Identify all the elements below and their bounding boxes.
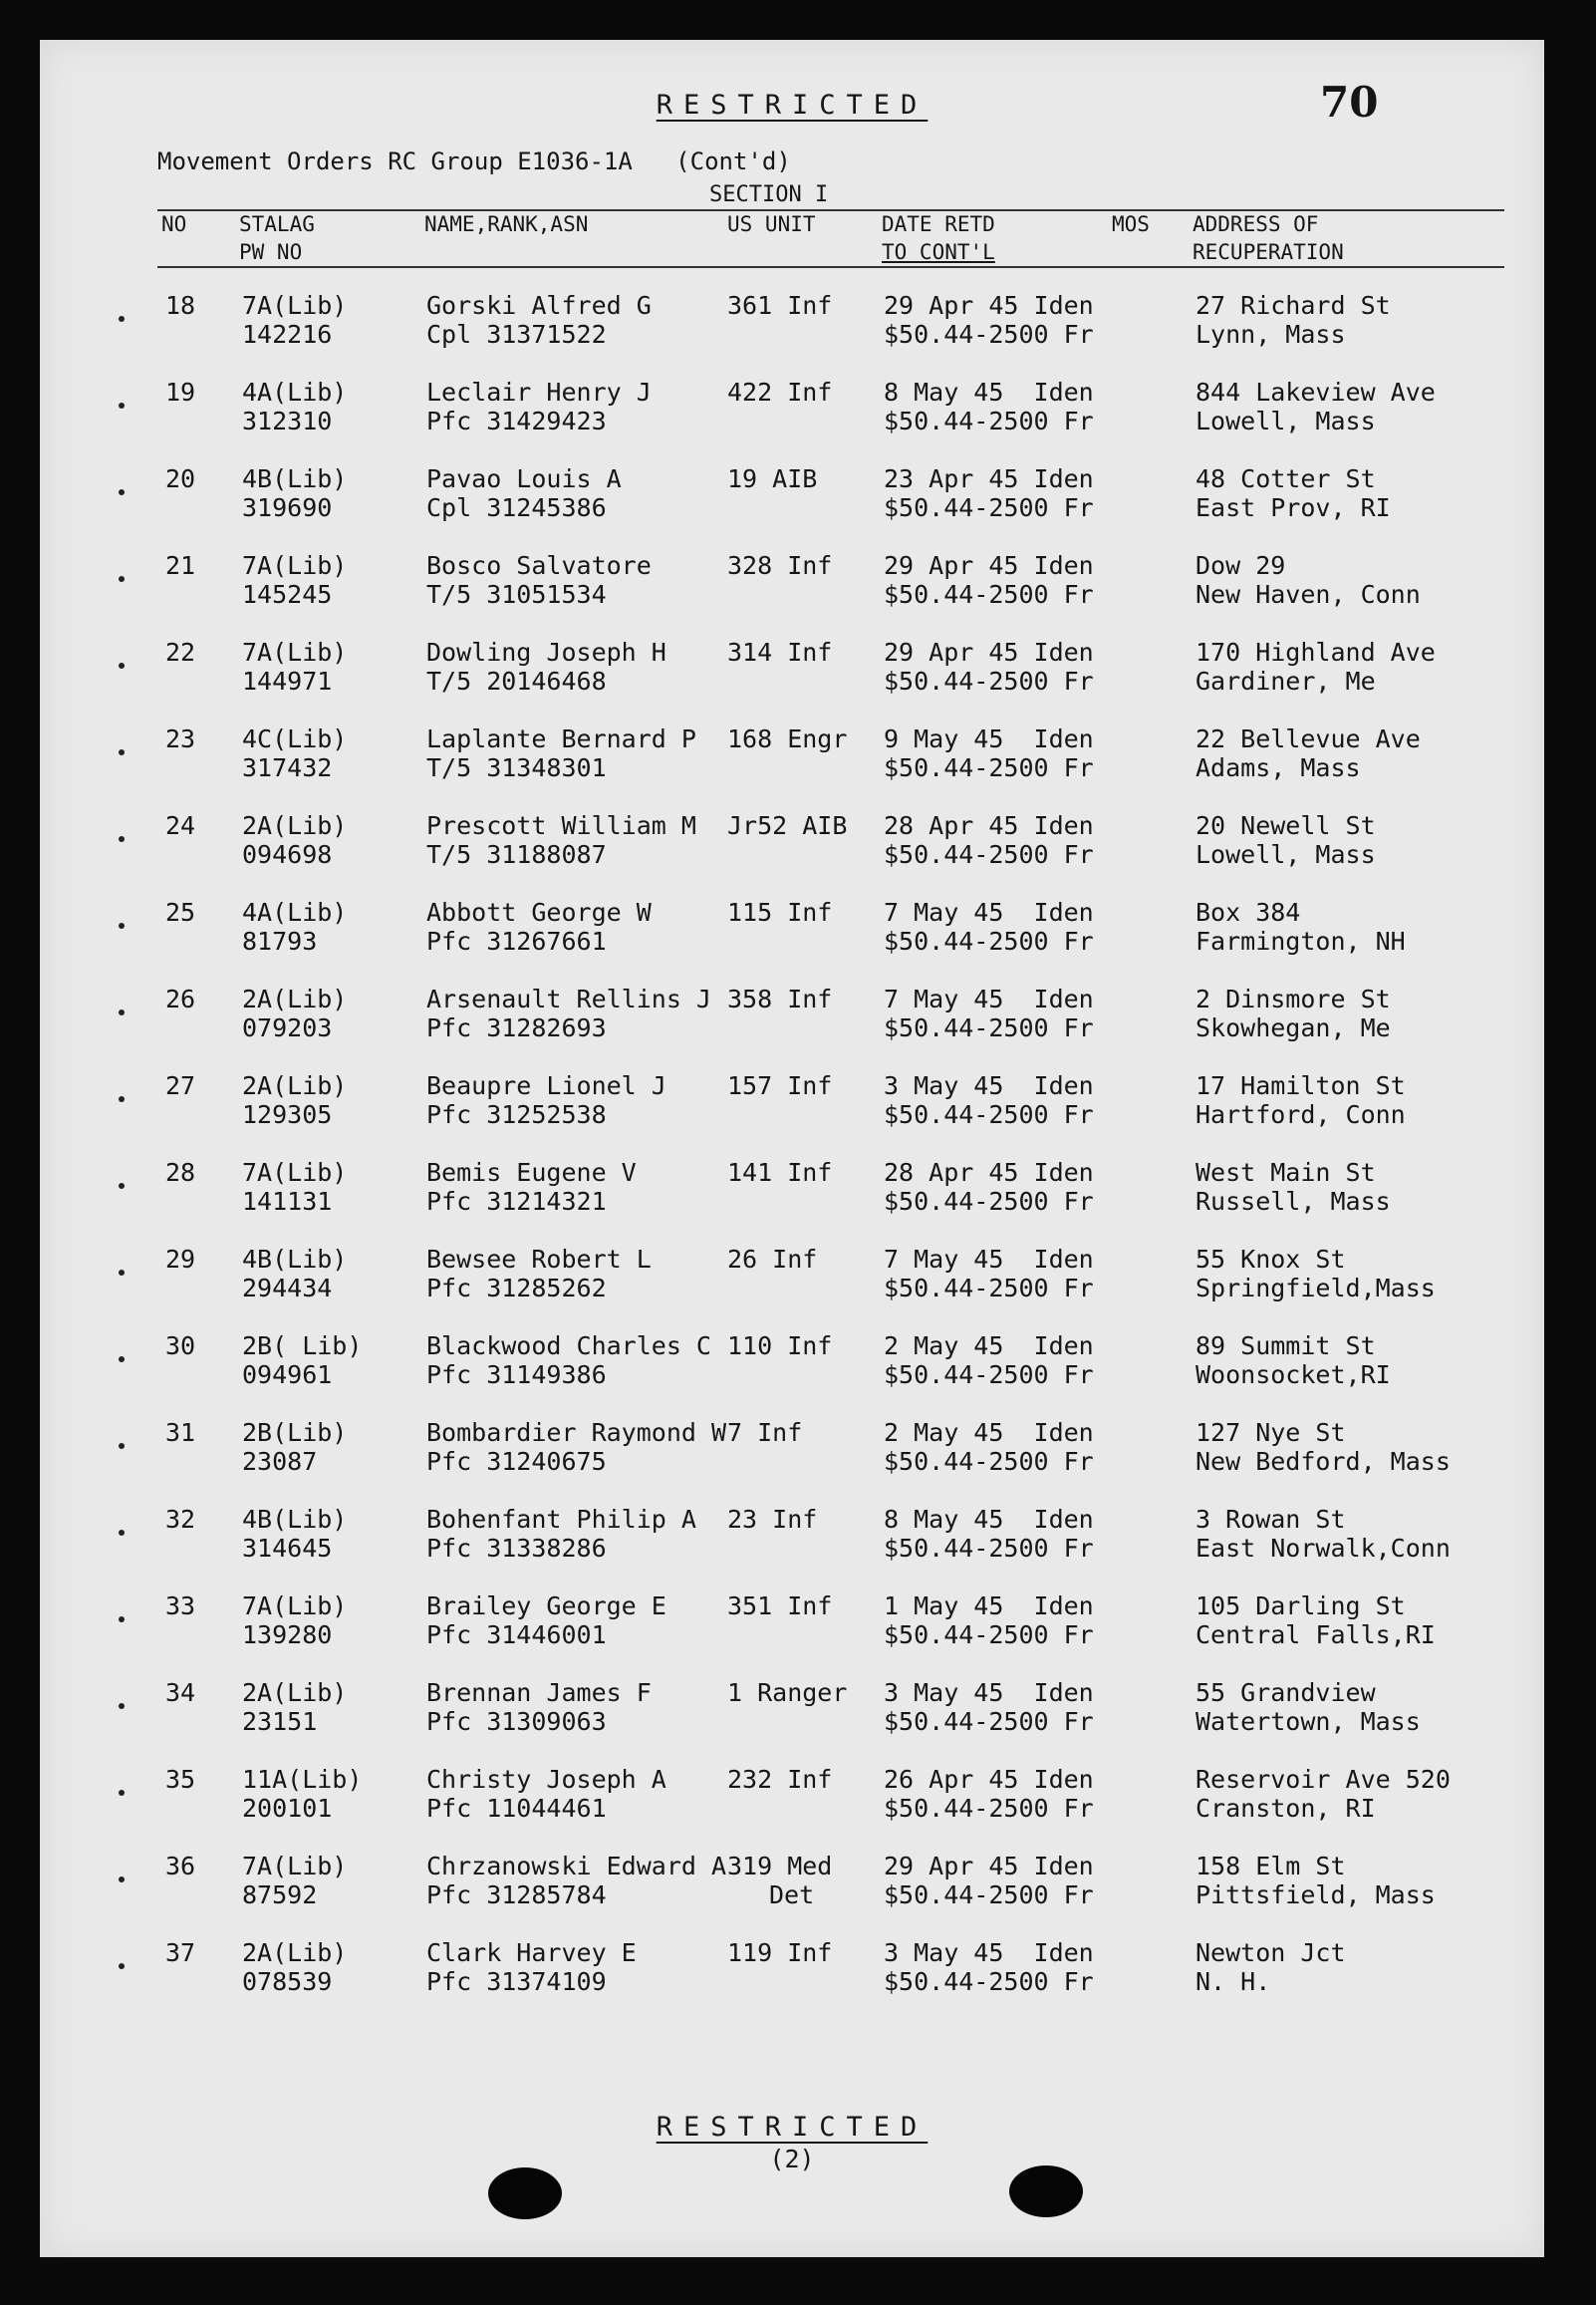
section-label: SECTION I — [709, 182, 829, 207]
date-returned-line-2: $50.44-2500 Fr — [884, 320, 1094, 349]
date-returned-line-2: $50.44-2500 Fr — [884, 667, 1094, 696]
table-row — [40, 985, 1544, 1071]
margin-mark — [119, 1096, 125, 1102]
us-unit: Jr52 AIB — [727, 811, 848, 840]
row-number: 26 — [165, 985, 196, 1013]
date-returned-line-2: $50.44-2500 Fr — [884, 1534, 1094, 1563]
page-number: 70 — [1320, 78, 1379, 127]
stalag-pw-no-line-2: 200101 — [242, 1794, 333, 1823]
stalag-pw-no: 7A(Lib) — [242, 291, 348, 320]
name-rank-asn: Bombardier Raymond W — [426, 1418, 727, 1447]
stalag-pw-no-line-2: 294434 — [242, 1274, 333, 1302]
name-rank-asn: Brennan James F — [426, 1678, 652, 1707]
margin-mark — [119, 1443, 125, 1449]
name-rank-asn: Clark Harvey E — [426, 1938, 637, 1967]
table-row — [40, 1591, 1544, 1678]
row-number: 28 — [165, 1158, 196, 1187]
recuperation-address-line-2: New Haven, Conn — [1196, 580, 1421, 609]
table-row — [40, 1938, 1544, 2025]
date-returned-line-2: $50.44-2500 Fr — [884, 1447, 1094, 1476]
margin-mark — [119, 1183, 125, 1189]
stalag-pw-no: 2A(Lib) — [242, 985, 348, 1013]
recuperation-address-line-2: Lowell, Mass — [1196, 840, 1376, 869]
margin-mark — [119, 836, 125, 842]
row-number: 34 — [165, 1678, 196, 1707]
us-unit: 119 Inf — [727, 1938, 833, 1967]
recuperation-address-line-2: East Prov, RI — [1196, 493, 1391, 522]
name-rank-asn-line-2: T/5 31348301 — [426, 753, 607, 782]
date-returned-line-2: $50.44-2500 Fr — [884, 407, 1094, 435]
us-unit: 422 Inf — [727, 378, 833, 407]
recuperation-address-line-2: Lynn, Mass — [1196, 320, 1346, 349]
date-returned-line-2: $50.44-2500 Fr — [884, 1100, 1094, 1129]
us-unit: 1 Ranger — [727, 1678, 848, 1707]
stalag-pw-no-line-2: 079203 — [242, 1013, 333, 1042]
recuperation-address-line-2: Springfield,Mass — [1196, 1274, 1436, 1302]
recuperation-address-line-2: Central Falls,RI — [1196, 1620, 1436, 1649]
table-row — [40, 1158, 1544, 1245]
row-number: 24 — [165, 811, 196, 840]
name-rank-asn-line-2: Cpl 31371522 — [426, 320, 607, 349]
table-row — [40, 898, 1544, 985]
date-returned-line-2: $50.44-2500 Fr — [884, 1274, 1094, 1302]
stalag-pw-no: 7A(Lib) — [242, 1158, 348, 1187]
us-unit: 110 Inf — [727, 1331, 833, 1360]
name-rank-asn: Laplante Bernard P — [426, 724, 696, 753]
stalag-pw-no-line-2: 319690 — [242, 493, 333, 522]
recuperation-address-line-2: N. H. — [1196, 1967, 1271, 1996]
recuperation-address: 127 Nye St — [1196, 1418, 1346, 1447]
row-number: 22 — [165, 638, 196, 667]
us-unit: 19 AIB — [727, 464, 818, 493]
table-row — [40, 378, 1544, 464]
margin-mark — [119, 1270, 125, 1276]
us-unit: 319 Med — [727, 1852, 833, 1880]
stalag-pw-no: 7A(Lib) — [242, 1591, 348, 1620]
stalag-pw-no-line-2: 129305 — [242, 1100, 333, 1129]
row-number: 29 — [165, 1245, 196, 1274]
recuperation-address: 844 Lakeview Ave — [1196, 378, 1436, 407]
stalag-pw-no-line-2: 144971 — [242, 667, 333, 696]
us-unit: 232 Inf — [727, 1765, 833, 1794]
row-number: 36 — [165, 1852, 196, 1880]
stalag-pw-no: 4B(Lib) — [242, 1245, 348, 1274]
name-rank-asn: Prescott William M — [426, 811, 696, 840]
table-row — [40, 1505, 1544, 1591]
date-returned: 26 Apr 45 Iden — [884, 1765, 1094, 1794]
stalag-pw-no-line-2: 141131 — [242, 1187, 333, 1216]
date-returned: 29 Apr 45 Iden — [884, 291, 1094, 320]
date-returned-line-2: $50.44-2500 Fr — [884, 1013, 1094, 1042]
stalag-pw-no-line-2: 81793 — [242, 927, 318, 956]
row-number: 37 — [165, 1938, 196, 1967]
recuperation-address-line-2: Cranston, RI — [1196, 1794, 1376, 1823]
row-number: 18 — [165, 291, 196, 320]
date-returned-line-2: $50.44-2500 Fr — [884, 1620, 1094, 1649]
binder-hole-right — [1009, 2165, 1083, 2217]
row-number: 31 — [165, 1418, 196, 1447]
name-rank-asn: Dowling Joseph H — [426, 638, 666, 667]
row-number: 30 — [165, 1331, 196, 1360]
margin-mark — [119, 1876, 125, 1882]
name-rank-asn-line-2: Pfc 31446001 — [426, 1620, 607, 1649]
row-number: 23 — [165, 724, 196, 753]
stalag-pw-no: 7A(Lib) — [242, 551, 348, 580]
name-rank-asn: Brailey George E — [426, 1591, 666, 1620]
stalag-pw-no: 2A(Lib) — [242, 811, 348, 840]
recuperation-address: 89 Summit St — [1196, 1331, 1376, 1360]
stalag-pw-no-line-2: 87592 — [242, 1880, 318, 1909]
recuperation-address-line-2: Farmington, NH — [1196, 927, 1406, 956]
stalag-pw-no: 4A(Lib) — [242, 898, 348, 927]
name-rank-asn-line-2: Pfc 31214321 — [426, 1187, 607, 1216]
name-rank-asn: Beaupre Lionel J — [426, 1071, 666, 1100]
row-number: 19 — [165, 378, 196, 407]
recuperation-address: 2 Dinsmore St — [1196, 985, 1391, 1013]
row-number: 20 — [165, 464, 196, 493]
classification-footer: RESTRICTED — [656, 2112, 929, 2143]
table-row — [40, 1852, 1544, 1938]
recuperation-address-line-2: Gardiner, Me — [1196, 667, 1376, 696]
table-row — [40, 1331, 1544, 1418]
date-returned: 7 May 45 Iden — [884, 1245, 1094, 1274]
name-rank-asn-line-2: Pfc 31285784 — [426, 1880, 607, 1909]
stalag-pw-no: 2B( Lib) — [242, 1331, 363, 1360]
us-unit: 168 Engr — [727, 724, 848, 753]
recuperation-address: 48 Cotter St — [1196, 464, 1376, 493]
recuperation-address-line-2: Skowhegan, Me — [1196, 1013, 1391, 1042]
name-rank-asn-line-2: Cpl 31245386 — [426, 493, 607, 522]
date-returned-line-2: $50.44-2500 Fr — [884, 753, 1094, 782]
recuperation-address: 105 Darling St — [1196, 1591, 1406, 1620]
name-rank-asn-line-2: Pfc 31149386 — [426, 1360, 607, 1389]
stalag-pw-no-line-2: 094961 — [242, 1360, 333, 1389]
date-returned: 2 May 45 Iden — [884, 1331, 1094, 1360]
recuperation-address-line-2: Hartford, Conn — [1196, 1100, 1406, 1129]
name-rank-asn: Blackwood Charles C — [426, 1331, 711, 1360]
margin-mark — [119, 1009, 125, 1015]
margin-mark — [119, 749, 125, 755]
name-rank-asn-line-2: Pfc 31429423 — [426, 407, 607, 435]
row-number: 25 — [165, 898, 196, 927]
name-rank-asn: Gorski Alfred G — [426, 291, 652, 320]
stalag-pw-no-line-2: 23151 — [242, 1707, 318, 1736]
name-rank-asn-line-2: T/5 31188087 — [426, 840, 607, 869]
column-header-name: NAME,RANK,ASN — [424, 212, 589, 236]
recuperation-address-line-2: Pittsfield, Mass — [1196, 1880, 1436, 1909]
stalag-pw-no: 2A(Lib) — [242, 1938, 348, 1967]
recuperation-address: 55 Knox St — [1196, 1245, 1346, 1274]
stalag-pw-no-line-2: 078539 — [242, 1967, 333, 1996]
name-rank-asn-line-2: Pfc 11044461 — [426, 1794, 607, 1823]
date-returned: 8 May 45 Iden — [884, 1505, 1094, 1534]
table-row — [40, 1071, 1544, 1158]
name-rank-asn: Christy Joseph A — [426, 1765, 666, 1794]
date-returned: 29 Apr 45 Iden — [884, 638, 1094, 667]
recuperation-address-line-2: Russell, Mass — [1196, 1187, 1391, 1216]
date-returned: 7 May 45 Iden — [884, 985, 1094, 1013]
recuperation-address: 22 Bellevue Ave — [1196, 724, 1421, 753]
name-rank-asn-line-2: Pfc 31374109 — [426, 1967, 607, 1996]
us-unit: 7 Inf — [727, 1418, 803, 1447]
date-returned: 29 Apr 45 Iden — [884, 1852, 1094, 1880]
stalag-pw-no: 2A(Lib) — [242, 1071, 348, 1100]
date-returned-line-2: $50.44-2500 Fr — [884, 1707, 1094, 1736]
table-row — [40, 811, 1544, 898]
recuperation-address: 170 Highland Ave — [1196, 638, 1436, 667]
us-unit: 23 Inf — [727, 1505, 818, 1534]
stalag-pw-no-line-2: 145245 — [242, 580, 333, 609]
document-page — [40, 40, 1544, 2257]
stalag-pw-no: 2B(Lib) — [242, 1418, 348, 1447]
date-returned-line-2: $50.44-2500 Fr — [884, 1187, 1094, 1216]
recuperation-address: Reservoir Ave 520 — [1196, 1765, 1451, 1794]
row-number: 21 — [165, 551, 196, 580]
margin-mark — [119, 316, 125, 322]
stalag-pw-no-line-2: 314645 — [242, 1534, 333, 1563]
column-header-pw-no: PW NO — [239, 240, 303, 264]
date-returned-line-2: $50.44-2500 Fr — [884, 1794, 1094, 1823]
date-returned: 9 May 45 Iden — [884, 724, 1094, 753]
us-unit: 26 Inf — [727, 1245, 818, 1274]
recuperation-address: 17 Hamilton St — [1196, 1071, 1406, 1100]
column-header-address: ADDRESS OF — [1193, 212, 1319, 236]
stalag-pw-no: 7A(Lib) — [242, 638, 348, 667]
margin-mark — [119, 1356, 125, 1362]
stalag-pw-no-line-2: 312310 — [242, 407, 333, 435]
margin-mark — [119, 403, 125, 409]
column-header-stalag: STALAG — [239, 212, 315, 236]
name-rank-asn-line-2: Pfc 31267661 — [426, 927, 607, 956]
us-unit: 157 Inf — [727, 1071, 833, 1100]
us-unit: 351 Inf — [727, 1591, 833, 1620]
stalag-pw-no-line-2: 094698 — [242, 840, 333, 869]
date-returned: 3 May 45 Iden — [884, 1678, 1094, 1707]
name-rank-asn-line-2: Pfc 31282693 — [426, 1013, 607, 1042]
recuperation-address: 20 Newell St — [1196, 811, 1376, 840]
column-header-date: DATE RETD — [882, 212, 995, 236]
us-unit-line-2: Det — [769, 1880, 815, 1909]
date-returned: 8 May 45 Iden — [884, 378, 1094, 407]
name-rank-asn-line-2: Pfc 31240675 — [426, 1447, 607, 1476]
margin-mark — [119, 1616, 125, 1622]
name-rank-asn: Pavao Louis A — [426, 464, 622, 493]
date-returned-line-2: $50.44-2500 Fr — [884, 1360, 1094, 1389]
table-row — [40, 1245, 1544, 1331]
recuperation-address-line-2: East Norwalk,Conn — [1196, 1534, 1451, 1563]
table-row — [40, 1765, 1544, 1852]
recuperation-address: Newton Jct — [1196, 1938, 1346, 1967]
date-returned: 2 May 45 Iden — [884, 1418, 1094, 1447]
recuperation-address: 55 Grandview — [1196, 1678, 1376, 1707]
date-returned: 28 Apr 45 Iden — [884, 811, 1094, 840]
recuperation-address-line-2: Woonsocket,RI — [1196, 1360, 1391, 1389]
us-unit: 141 Inf — [727, 1158, 833, 1187]
name-rank-asn-line-2: Pfc 31309063 — [426, 1707, 607, 1736]
table-row — [40, 724, 1544, 811]
margin-mark — [119, 1963, 125, 1969]
date-returned-line-2: $50.44-2500 Fr — [884, 927, 1094, 956]
recuperation-address-line-2: Lowell, Mass — [1196, 407, 1376, 435]
header-rule-bottom — [157, 266, 1504, 268]
row-number: 35 — [165, 1765, 196, 1794]
name-rank-asn-line-2: T/5 20146468 — [426, 667, 607, 696]
stalag-pw-no-line-2: 142216 — [242, 320, 333, 349]
table-row — [40, 551, 1544, 638]
date-returned: 23 Apr 45 Iden — [884, 464, 1094, 493]
stalag-pw-no-line-2: 317432 — [242, 753, 333, 782]
margin-mark — [119, 1790, 125, 1796]
name-rank-asn: Bemis Eugene V — [426, 1158, 637, 1187]
table-row — [40, 464, 1544, 551]
us-unit: 358 Inf — [727, 985, 833, 1013]
column-header-mos: MOS — [1112, 212, 1150, 236]
date-returned-line-2: $50.44-2500 Fr — [884, 493, 1094, 522]
recuperation-address: West Main St — [1196, 1158, 1376, 1187]
table-row — [40, 1678, 1544, 1765]
name-rank-asn: Arsenault Rellins J — [426, 985, 711, 1013]
stalag-pw-no: 4A(Lib) — [242, 378, 348, 407]
recuperation-address: 27 Richard St — [1196, 291, 1391, 320]
name-rank-asn-line-2: T/5 31051534 — [426, 580, 607, 609]
date-returned: 29 Apr 45 Iden — [884, 551, 1094, 580]
date-returned: 7 May 45 Iden — [884, 898, 1094, 927]
stalag-pw-no: 4B(Lib) — [242, 464, 348, 493]
recuperation-address: 3 Rowan St — [1196, 1505, 1346, 1534]
name-rank-asn: Bewsee Robert L — [426, 1245, 652, 1274]
row-number: 33 — [165, 1591, 196, 1620]
margin-mark — [119, 923, 125, 929]
stalag-pw-no: 2A(Lib) — [242, 1678, 348, 1707]
table-row — [40, 638, 1544, 724]
row-number: 32 — [165, 1505, 196, 1534]
recuperation-address-line-2: Adams, Mass — [1196, 753, 1361, 782]
margin-mark — [119, 1530, 125, 1536]
stalag-pw-no: 4C(Lib) — [242, 724, 348, 753]
name-rank-asn: Abbott George W — [426, 898, 652, 927]
date-returned-line-2: $50.44-2500 Fr — [884, 1967, 1094, 1996]
margin-mark — [119, 1703, 125, 1709]
binder-hole-left — [488, 2167, 562, 2219]
column-header-no: NO — [161, 212, 187, 236]
column-header-date-2: TO CONT'L — [882, 240, 995, 264]
us-unit: 328 Inf — [727, 551, 833, 580]
table-row — [40, 1418, 1544, 1505]
date-returned: 1 May 45 Iden — [884, 1591, 1094, 1620]
name-rank-asn: Bosco Salvatore — [426, 551, 652, 580]
name-rank-asn: Chrzanowski Edward A — [426, 1852, 727, 1880]
stalag-pw-no: 4B(Lib) — [242, 1505, 348, 1534]
footer-page-number: (2) — [769, 2145, 815, 2173]
recuperation-address: Dow 29 — [1196, 551, 1286, 580]
classification-header: RESTRICTED — [656, 90, 929, 121]
name-rank-asn-line-2: Pfc 31338286 — [426, 1534, 607, 1563]
date-returned-line-2: $50.44-2500 Fr — [884, 840, 1094, 869]
date-returned: 3 May 45 Iden — [884, 1938, 1094, 1967]
name-rank-asn: Leclair Henry J — [426, 378, 652, 407]
date-returned-line-2: $50.44-2500 Fr — [884, 580, 1094, 609]
column-header-address-2: RECUPERATION — [1193, 240, 1344, 264]
margin-mark — [119, 576, 125, 582]
us-unit: 314 Inf — [727, 638, 833, 667]
name-rank-asn-line-2: Pfc 31252538 — [426, 1100, 607, 1129]
us-unit: 115 Inf — [727, 898, 833, 927]
recuperation-address: 158 Elm St — [1196, 1852, 1346, 1880]
date-returned: 3 May 45 Iden — [884, 1071, 1094, 1100]
stalag-pw-no-line-2: 23087 — [242, 1447, 318, 1476]
column-header-unit: US UNIT — [727, 212, 816, 236]
name-rank-asn: Bohenfant Philip A — [426, 1505, 696, 1534]
stalag-pw-no: 11A(Lib) — [242, 1765, 363, 1794]
row-number: 27 — [165, 1071, 196, 1100]
table-row — [40, 291, 1544, 378]
margin-mark — [119, 489, 125, 495]
stalag-pw-no: 7A(Lib) — [242, 1852, 348, 1880]
date-returned-line-2: $50.44-2500 Fr — [884, 1880, 1094, 1909]
stalag-pw-no-line-2: 139280 — [242, 1620, 333, 1649]
name-rank-asn-line-2: Pfc 31285262 — [426, 1274, 607, 1302]
margin-mark — [119, 663, 125, 669]
document-subheader: Movement Orders RC Group E1036-1A (Cont'd) — [157, 147, 791, 175]
recuperation-address-line-2: Watertown, Mass — [1196, 1707, 1421, 1736]
recuperation-address: Box 384 — [1196, 898, 1301, 927]
recuperation-address-line-2: New Bedford, Mass — [1196, 1447, 1451, 1476]
us-unit: 361 Inf — [727, 291, 833, 320]
date-returned: 28 Apr 45 Iden — [884, 1158, 1094, 1187]
